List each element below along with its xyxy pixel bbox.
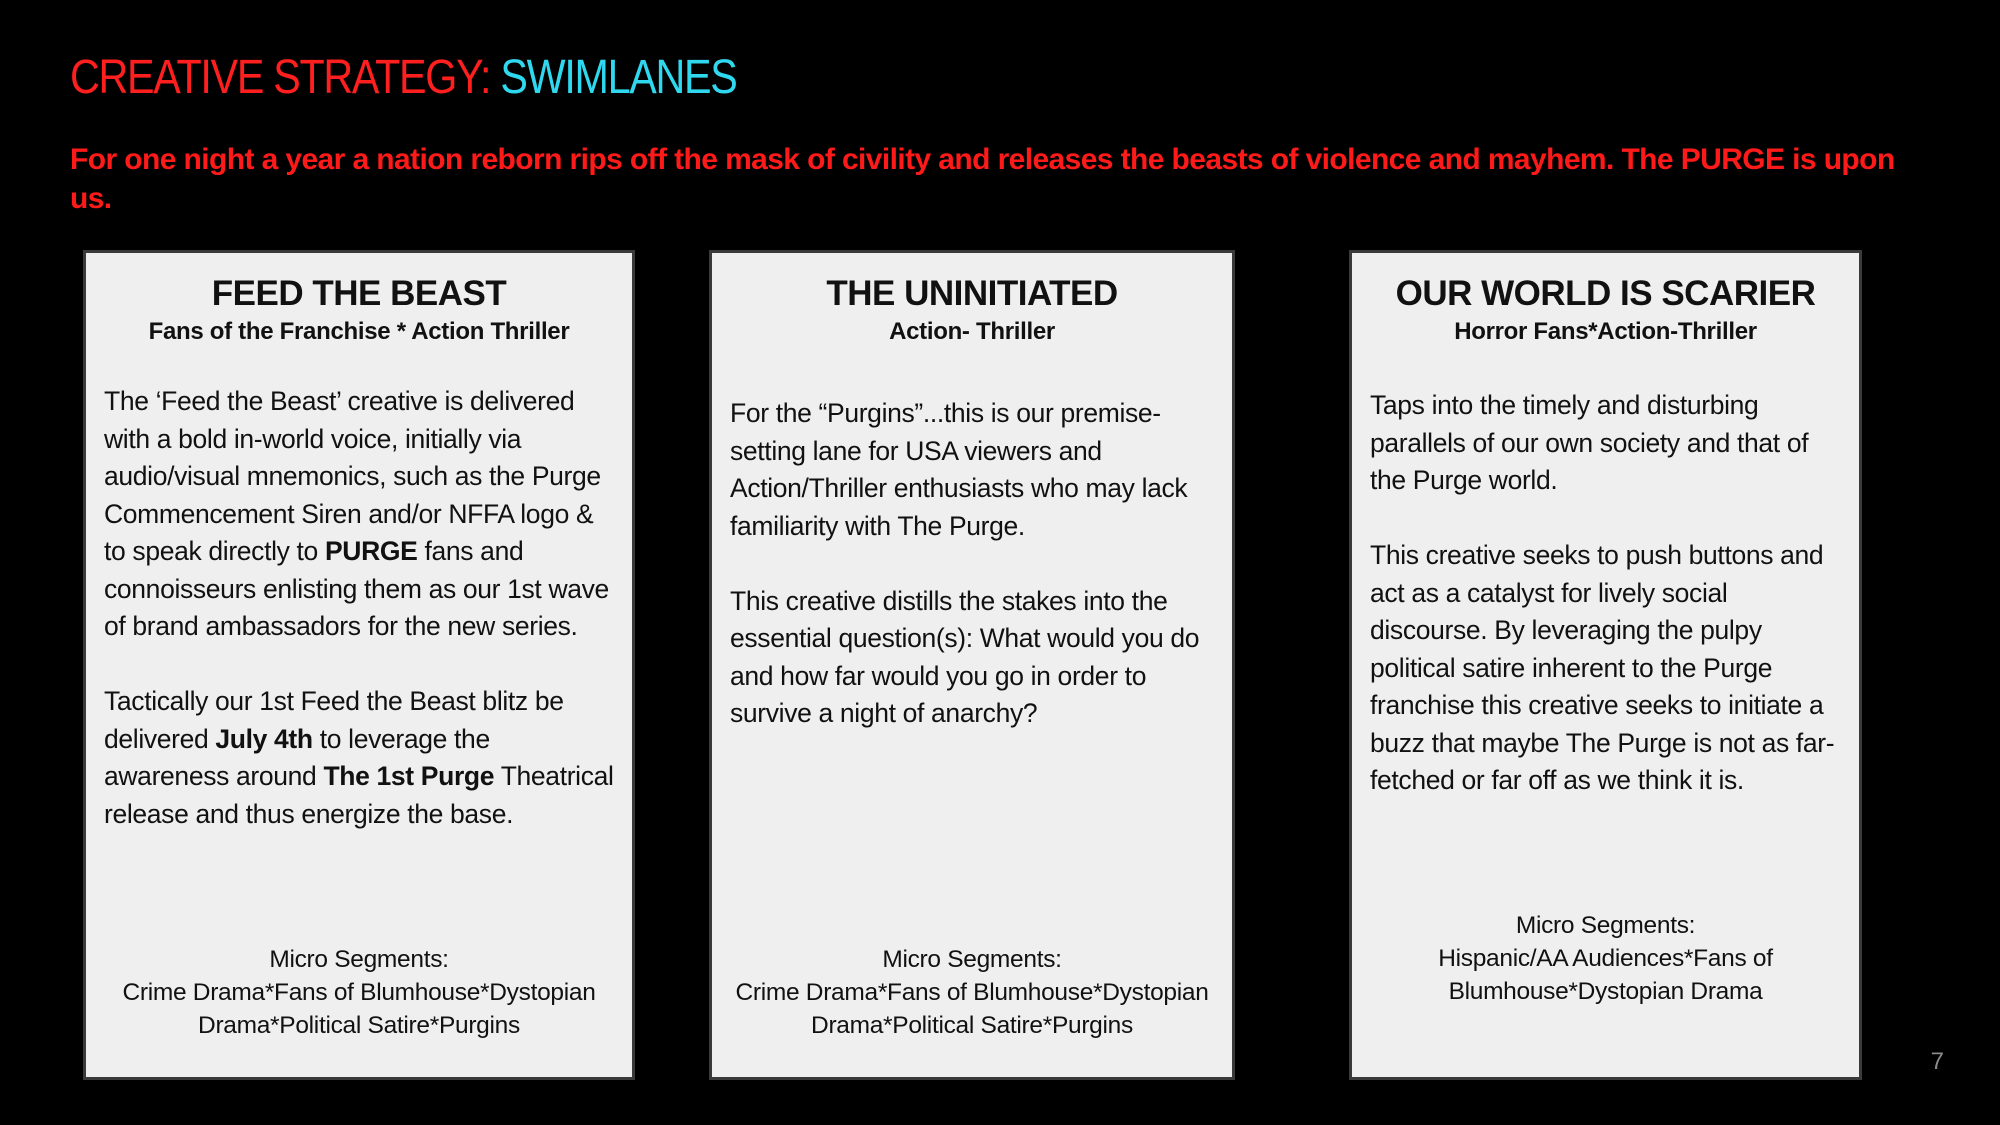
micro-segments — [1360, 909, 1851, 1008]
micro-segments-line: Blumhouse*Dystopian Drama — [1448, 978, 1763, 1005]
card-paragraph: Taps into the timely and disturbing parallels of our own society and that of the Purge world. — [1370, 390, 1809, 495]
micro-segments-label: Micro Segments: — [882, 946, 1062, 973]
card-paragraph — [104, 683, 618, 833]
text-run: to leverage the awareness around — [104, 723, 490, 791]
micro-segments-line: Drama*Political Satire*Purgins — [811, 1012, 1133, 1039]
bold-text: The 1st Purge — [323, 761, 495, 791]
card-body — [730, 395, 1218, 770]
bold-text: July 4th — [215, 723, 313, 754]
bold-text: PURGE — [324, 536, 418, 566]
micro-segments-line: Crime Drama*Fans of Blumhouse*Dystopian — [122, 979, 596, 1006]
micro-segments — [720, 943, 1224, 1042]
card-title: OUR WORLD IS SCARIER — [1395, 274, 1816, 313]
text-run: Theatrical release and thus energize the base. — [104, 761, 614, 829]
card-title: FEED THE BEAST — [211, 274, 507, 313]
micro-segments-label: Micro Segments: — [269, 946, 449, 973]
swimlane-card-our-world-is-scarier — [1349, 250, 1862, 1080]
slide-subtitle: For one night a year a nation reborn rips off the mask of civility and releases the beasts of violence and mayhem. The PURGE is upon us. — [70, 143, 1895, 215]
micro-segments-line: Crime Drama*Fans of Blumhouse*Dystopian — [735, 979, 1209, 1006]
card-subtitle: Action- Thriller — [889, 318, 1055, 345]
card-title: THE UNINITIATED — [826, 274, 1118, 313]
title-prefix: CREATIVE STRATEGY: — [70, 51, 501, 104]
card-paragraph: This creative seeks to push buttons and act as a catalyst for lively social discourse. By leveraging the pulpy political satire inherent to the Purge franchise this creative seeks to initiate a buzz that maybe The Purge is not as far-fetched or far off as we think it is. — [1370, 540, 1835, 795]
card-paragraph: This creative distills the stakes into the essential question(s): What would you do and how far would you go in order to survive a night of anarchy? — [730, 585, 1200, 728]
card-body — [104, 383, 618, 871]
swimlane-card-the-uninitiated — [709, 250, 1235, 1080]
micro-segments-line: Drama*Political Satire*Purgins — [198, 1012, 520, 1039]
page-number: 7 — [1930, 1048, 1944, 1075]
card-subtitle: Horror Fans*Action-Thriller — [1454, 318, 1757, 345]
micro-segments-label: Micro Segments: — [1515, 912, 1696, 939]
text-run: fans and connoisseurs enlisting them as our 1st wave of brand ambassadors for the new series. — [104, 536, 609, 641]
micro-segments-line: Hispanic/AA Audiences*Fans of — [1438, 945, 1773, 972]
card-body — [1370, 387, 1847, 837]
slide-title — [70, 52, 737, 105]
card-subtitle: Fans of the Franchise * Action Thriller — [148, 318, 570, 345]
card-paragraph — [104, 383, 618, 646]
text-run: The ‘Feed the Beast’ creative is delivered with a bold in-world voice, initially via audio/visual mnemonics, such as the Purge Commencement Siren and/or NFFA logo & to speak directly to — [104, 386, 601, 566]
micro-segments — [94, 943, 624, 1042]
text-run: Tactically our 1st Feed the Beast blitz be delivered — [104, 686, 564, 754]
card-paragraph: For the “Purgins”...this is our premise-setting lane for USA viewers and Action/Thriller enthusiasts who may lack familiarity with The Purge. — [730, 398, 1188, 541]
title-highlight: SWIMLANES — [500, 51, 737, 104]
swimlane-card-feed-the-beast — [83, 250, 635, 1080]
